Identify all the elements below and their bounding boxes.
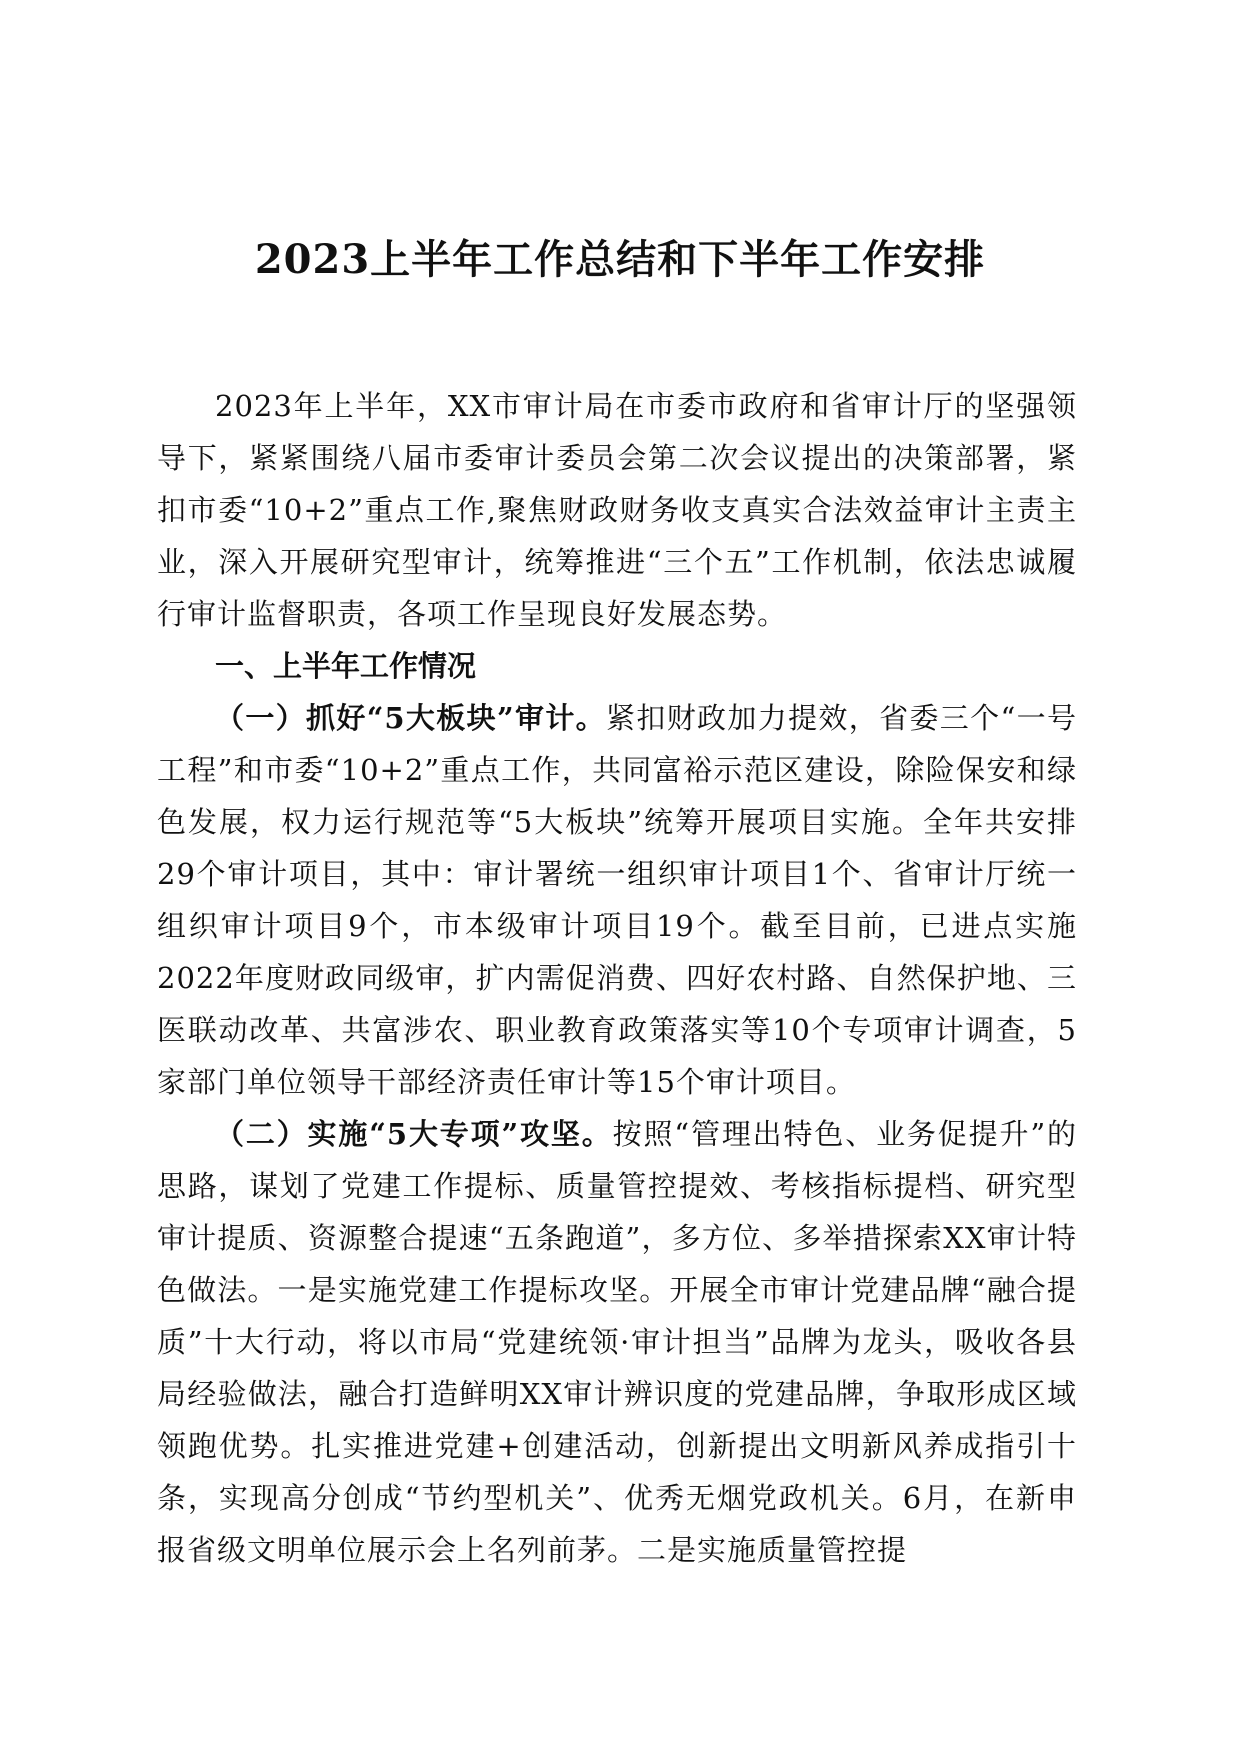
section-heading-1: 一、上半年工作情况 [215,649,477,683]
document-title: 2023上半年工作总结和下半年工作安排 [254,236,986,283]
subsection-2-paragraph [157,1108,1077,1576]
subsection-2-text: 按照“管理出特色、业务促提升”的思路，谋划了党建工作提标、质量管控提效、考核指标提档、研究型审计提质、资源整合提速“五条跑道”，多方位、多举措探索XX审计特色做法。一是实施党建工作提标攻坚。开展全市审计党建品牌“融合提质”十大行动，将以市局“党建统领·审计担当”品牌为龙头，吸收各县局经验做法，融合打造鲜明XX审计辨识度的党建品牌，争取形成区域领跑优势。扎实推进党建+创建活动，创新提出文明新风养成指引十条，实现高分创成“节约型机关”、优秀无烟党政机关。6月，在新申报省级文明单位展示会上名列前茅。二是实施质量管控提 [157,1117,1077,1567]
subsection-1-paragraph [157,692,1077,1108]
document-body [157,380,1077,1576]
subsection-1-lead: （一）抓好“5大板块”审计。 [215,701,607,735]
subsection-2-lead: （二）实施“5大专项”攻坚。 [215,1117,613,1151]
intro-paragraph: 2023年上半年，XX市审计局在市委市政府和省审计厅的坚强领导下，紧紧围绕八届市委审计委员会第二次会议提出的决策部署，紧扣市委“10+2”重点工作,聚焦财政财务收支真实合法效益审计主责主业，深入开展研究型审计，统筹推进“三个五”工作机制，依法忠诚履行审计监督职责，各项工作呈现良好发展态势。 [157,389,1077,631]
subsection-1-text: 紧扣财政加力提效，省委三个“一号工程”和市委“10+2”重点工作，共同富裕示范区建设，除险保安和绿色发展，权力运行规范等“5大板块”统筹开展项目实施。全年共安排29个审计项目，其中：审计署统一组织审计项目1个、省审计厅统一组织审计项目9个，市本级审计项目19个。截至目前，已进点实施2022年度财政同级审，扩内需促消费、四好农村路、自然保护地、三医联动改革、共富涉农、职业教育政策落实等10个专项审计调查，5家部门单位领导干部经济责任审计等15个审计项目。 [157,701,1077,1099]
